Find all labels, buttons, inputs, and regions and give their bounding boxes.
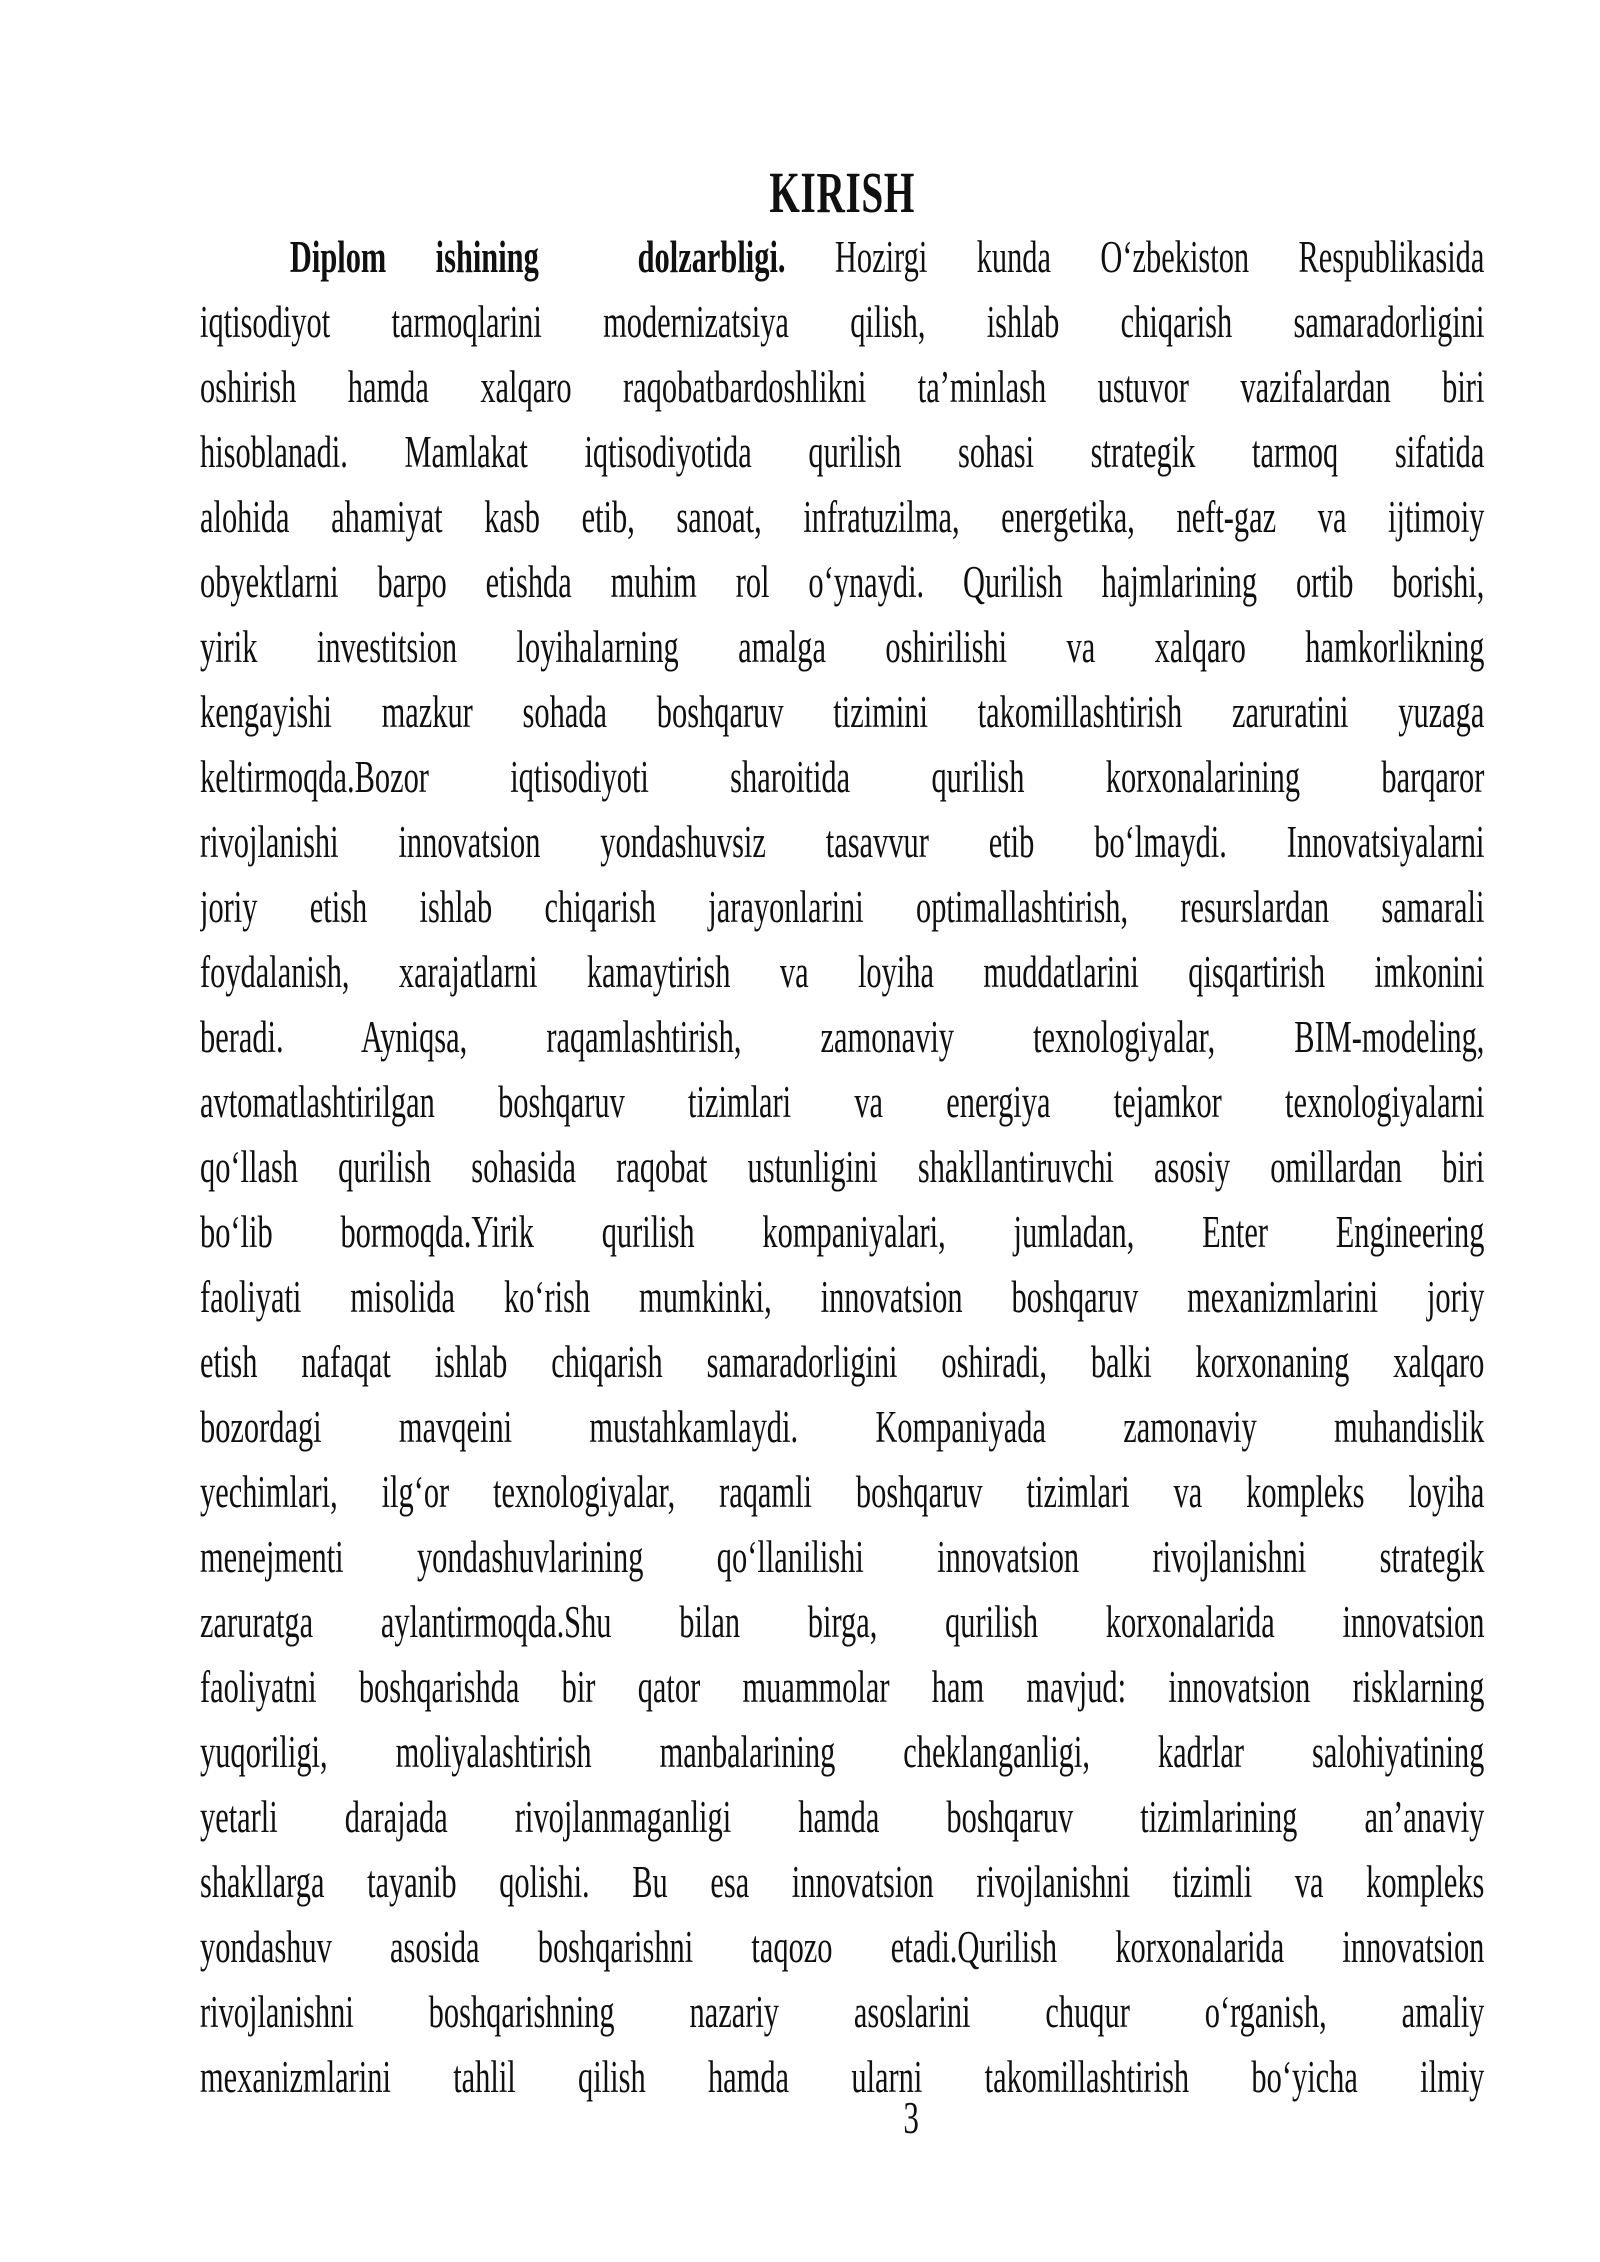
paragraph-line: faoliyatni boshqarishda bir qator muammolar ham mavjud: innovatsion risklarning	[200, 1662, 1485, 1712]
paragraph-line: mexanizmlarini tahlil qilish hamda ularni takomillashtirish bo‘yicha ilmiy	[200, 2052, 1485, 2102]
page-number: 3	[903, 2092, 919, 2143]
paragraph-line: kengayishi mazkur sohada boshqaruv tizimini takomillashtirish zaruratini yuzaga	[200, 687, 1485, 737]
paragraph-first-line-rest: Hozirgi kunda O‘zbekiston Respublikasida	[785, 232, 1485, 282]
paragraph-line: obyektlarni barpo etishda muhim rol o‘ynaydi. Qurilish hajmlarining ortib borishi,	[200, 557, 1485, 607]
paragraph-line: beradi. Ayniqsa, raqamlashtirish, zamonaviy texnologiyalar, BIM-modeling,	[200, 1012, 1485, 1062]
page-content	[200, 160, 1484, 2142]
paragraph-line: avtomatlashtirilgan boshqaruv tizimlari va energiya tejamkor texnologiyalarni	[200, 1077, 1485, 1127]
paragraph-line: shakllarga tayanib qolishi. Bu esa innovatsion rivojlanishni tizimli va kompleks	[200, 1857, 1485, 1907]
paragraph-line: hisoblanadi. Mamlakat iqtisodiyotida qurilish sohasi strategik tarmoq sifatida	[200, 427, 1485, 477]
paragraph-line: zaruratga aylantirmoqda.Shu bilan birga, qurilish korxonalarida innovatsion	[200, 1597, 1485, 1647]
paragraph-line: keltirmoqda.Bozor iqtisodiyoti sharoitida qurilish korxonalarining barqaror	[200, 752, 1485, 802]
paragraph-lead-bold: Diplom ishining dolzarbligi.	[289, 232, 786, 282]
paragraph-line: bo‘lib bormoqda.Yirik qurilish kompaniyalari, jumladan, Enter Engineering	[200, 1207, 1485, 1257]
paragraph-line: yirik investitsion loyihalarning amalga oshirilishi va xalqaro hamkorlikning	[200, 622, 1485, 672]
paragraph-line: yechimlari, ilg‘or texnologiyalar, raqamli boshqaruv tizimlari va kompleks loyiha	[200, 1467, 1485, 1517]
paragraph-lines	[200, 290, 1484, 2110]
paragraph-line: iqtisodiyot tarmoqlarini modernizatsiya qilish, ishlab chiqarish samaradorligini	[200, 297, 1485, 347]
paragraph-line: bozordagi mavqeini mustahkamlaydi. Kompaniyada zamonaviy muhandislik	[200, 1402, 1485, 1452]
paragraph-line: foydalanish, xarajatlarni kamaytirish va loyiha muddatlarini qisqartirish imkonini	[200, 947, 1485, 997]
paragraph-line: faoliyati misolida ko‘rish mumkinki, innovatsion boshqaruv mexanizmlarini joriy	[200, 1272, 1485, 1322]
paragraph	[200, 225, 1484, 2110]
paragraph-line: joriy etish ishlab chiqarish jarayonlarini optimallashtirish, resurslardan samarali	[200, 882, 1485, 932]
paragraph-first-line	[200, 225, 1484, 290]
paragraph-line: menejmenti yondashuvlarining qo‘llanilishi innovatsion rivojlanishni strategik	[200, 1532, 1485, 1582]
paragraph-line: qo‘llash qurilish sohasida raqobat ustunligini shakllantiruvchi asosiy omillardan biri	[200, 1142, 1485, 1192]
paragraph-line: oshirish hamda xalqaro raqobatbardoshlikni ta’minlash ustuvor vazifalardan biri	[200, 362, 1485, 412]
paragraph-line: yondashuv asosida boshqarishni taqozo etadi.Qurilish korxonalarida innovatsion	[200, 1922, 1485, 1972]
paragraph-line: alohida ahamiyat kasb etib, sanoat, infratuzilma, energetika, neft-gaz va ijtimoiy	[200, 492, 1485, 542]
paragraph-line: rivojlanishi innovatsion yondashuvsiz tasavvur etib bo‘lmaydi. Innovatsiyalarni	[200, 817, 1485, 867]
paragraph-line: yetarli darajada rivojlanmaganligi hamda boshqaruv tizimlarining an’anaviy	[200, 1792, 1485, 1842]
paragraph-line: rivojlanishni boshqarishning nazariy asoslarini chuqur o‘rganish, amaliy	[200, 1987, 1485, 2037]
paragraph-line: yuqoriligi, moliyalashtirish manbalarining cheklanganligi, kadrlar salohiyatining	[200, 1727, 1485, 1777]
paragraph-line: etish nafaqat ishlab chiqarish samaradorligini oshiradi, balki korxonaning xalqaro	[200, 1337, 1485, 1387]
document-title: KIRISH	[769, 160, 916, 225]
